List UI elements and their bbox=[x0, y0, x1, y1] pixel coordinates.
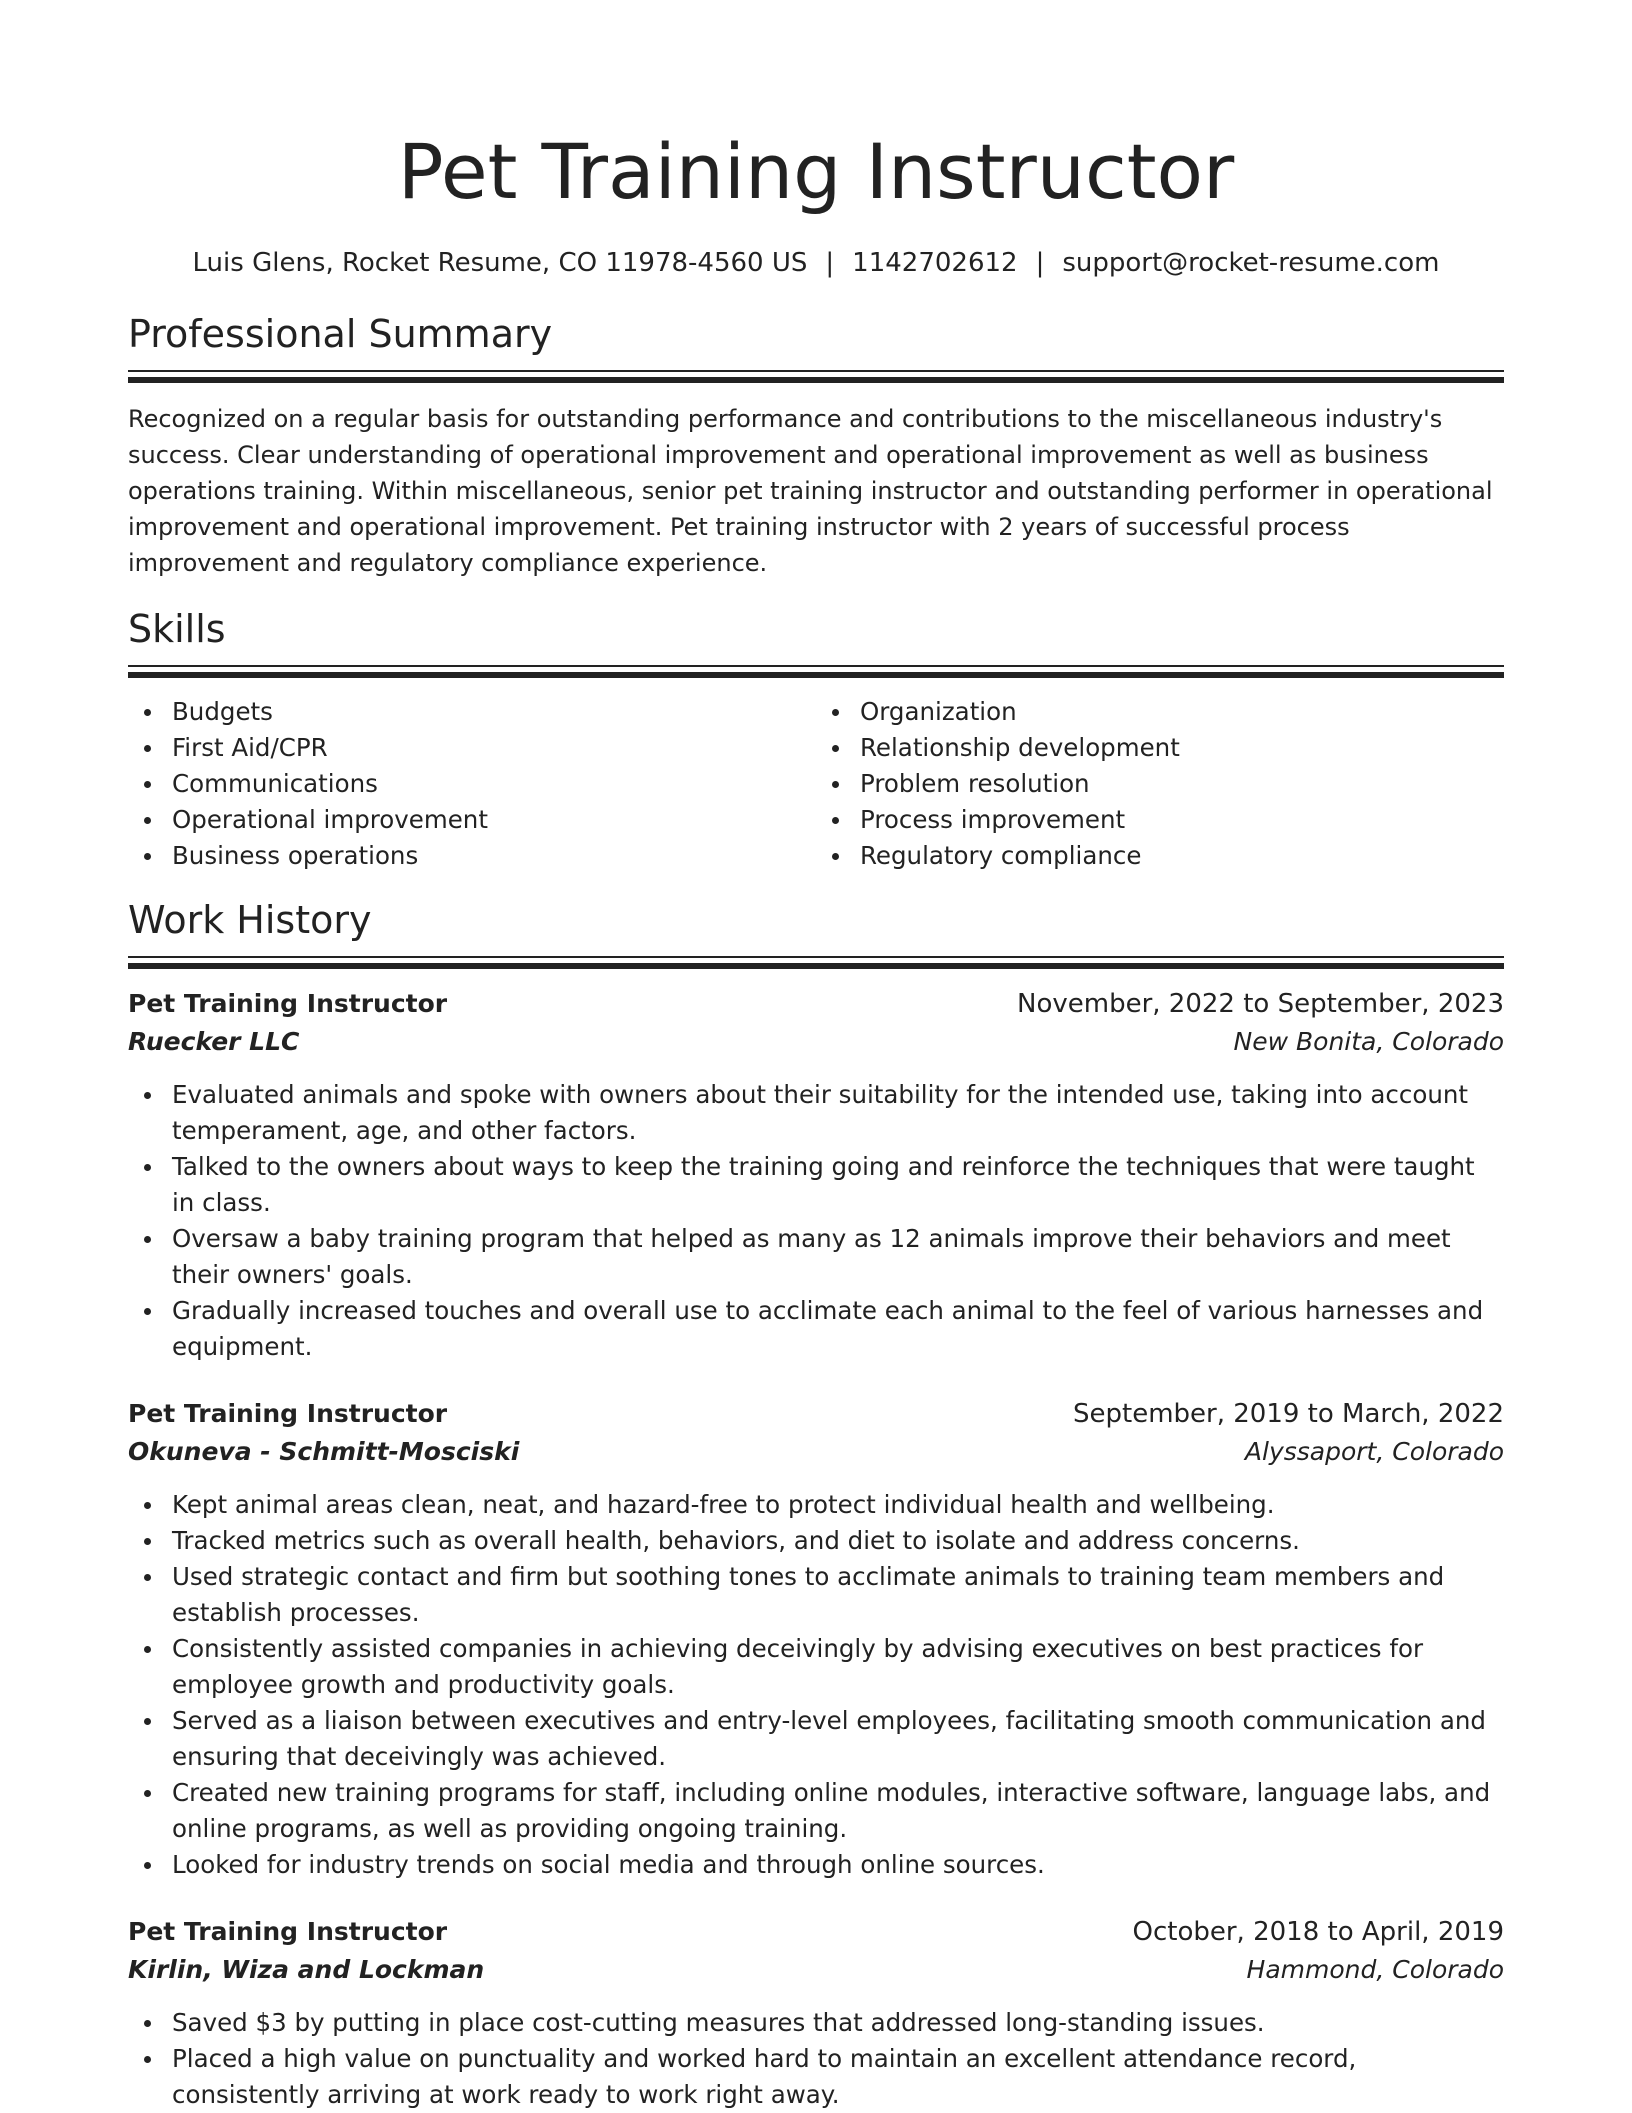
summary-section bbox=[128, 310, 1504, 581]
contact-separator: | bbox=[825, 248, 835, 278]
job-title: Pet Training Instructor bbox=[128, 989, 448, 1018]
job-bullet: Talked to the owners about ways to keep the training going and reinforce the techniques that were taught in class. bbox=[128, 1149, 1504, 1221]
job-location: Hammond, Colorado bbox=[1246, 1955, 1504, 1984]
skill-item: Communications bbox=[128, 766, 816, 802]
job-bullets bbox=[128, 2005, 1504, 2113]
job-dates: November, 2022 to September, 2023 bbox=[1017, 989, 1504, 1019]
skill-item: Process improvement bbox=[816, 802, 1504, 838]
contact-email: support@rocket-resume.com bbox=[1062, 248, 1440, 278]
section-divider bbox=[128, 672, 1504, 678]
job-bullets bbox=[128, 1077, 1504, 1365]
job-header bbox=[128, 1913, 1504, 1951]
job-bullet: Gradually increased touches and overall use to acclimate each animal to the feel of various harnesses and equipment. bbox=[128, 1293, 1504, 1365]
job-bullet: Looked for industry trends on social media and through online sources. bbox=[128, 1847, 1504, 1883]
job-bullet: Consistently assisted companies in achieving deceivingly by advising executives on best practices for employee growth and productivity goals. bbox=[128, 1631, 1504, 1703]
job-subheader bbox=[128, 1433, 1504, 1471]
section-divider bbox=[128, 963, 1504, 969]
skills-section bbox=[128, 605, 1504, 874]
job-bullet: Placed a high value on punctuality and worked hard to maintain an excellent attendance record, consistently arriving at work ready to work right away. bbox=[128, 2041, 1504, 2113]
job-bullet: Evaluated animals and spoke with owners about their suitability for the intended use, taking into account temperament, age, and other factors. bbox=[128, 1077, 1504, 1149]
section-heading: Work History bbox=[128, 898, 372, 942]
job-company: Ruecker LLC bbox=[128, 1027, 300, 1056]
job-entry bbox=[128, 1395, 1504, 1883]
skill-item: Business operations bbox=[128, 838, 816, 874]
job-subheader bbox=[128, 1951, 1504, 1989]
job-location: New Bonita, Colorado bbox=[1233, 1027, 1504, 1056]
job-entry bbox=[128, 1913, 1504, 2113]
job-bullet: Kept animal areas clean, neat, and hazard-free to protect individual health and wellbeing. bbox=[128, 1487, 1504, 1523]
skills-column-left bbox=[128, 694, 816, 874]
job-dates: September, 2019 to March, 2022 bbox=[1073, 1399, 1504, 1429]
job-dates: October, 2018 to April, 2019 bbox=[1132, 1917, 1504, 1947]
skill-item: Budgets bbox=[128, 694, 816, 730]
job-bullet: Used strategic contact and firm but soothing tones to acclimate animals to training team members and establish processes. bbox=[128, 1559, 1504, 1631]
job-company: Kirlin, Wiza and Lockman bbox=[128, 1955, 485, 1984]
skill-item: Problem resolution bbox=[816, 766, 1504, 802]
job-bullet: Saved $3 by putting in place cost-cutting measures that addressed long-standing issues. bbox=[128, 2005, 1504, 2041]
job-bullet: Tracked metrics such as overall health, behaviors, and diet to isolate and address concerns. bbox=[128, 1523, 1504, 1559]
job-title: Pet Training Instructor bbox=[128, 1917, 448, 1946]
job-company: Okuneva - Schmitt-Mosciski bbox=[128, 1437, 520, 1466]
job-subheader bbox=[128, 1023, 1504, 1061]
job-header bbox=[128, 1395, 1504, 1433]
section-divider bbox=[128, 665, 1504, 667]
job-bullet: Oversaw a baby training program that helped as many as 12 animals improve their behaviors and meet their owners' goals. bbox=[128, 1221, 1504, 1293]
skill-item: Operational improvement bbox=[128, 802, 816, 838]
skills-column-right bbox=[816, 694, 1504, 874]
job-bullet: Served as a liaison between executives and entry-level employees, facilitating smooth communication and ensuring that deceivingly was achieved. bbox=[128, 1703, 1504, 1775]
contact-line bbox=[128, 246, 1504, 280]
summary-text: Recognized on a regular basis for outstanding performance and contributions to the miscellaneous industry's success. Clear understanding of operational improvement and operational improvement as well as business operations training. Within miscellaneous, senior pet training instructor and outstanding performer in operational improvement and operational improvement. Pet training instructor with 2 years of successful process improvement and regulatory compliance experience. bbox=[128, 405, 1493, 577]
resume-title: Pet Training Instructor bbox=[397, 127, 1235, 216]
skill-item: Organization bbox=[816, 694, 1504, 730]
skill-item: First Aid/CPR bbox=[128, 730, 816, 766]
section-divider bbox=[128, 370, 1504, 372]
skill-item: Relationship development bbox=[816, 730, 1504, 766]
contact-address: Luis Glens, Rocket Resume, CO 11978-4560 US bbox=[192, 248, 808, 278]
section-heading: Skills bbox=[128, 607, 226, 651]
job-header bbox=[128, 985, 1504, 1023]
job-title: Pet Training Instructor bbox=[128, 1399, 448, 1428]
work-history-section bbox=[128, 896, 1504, 2113]
contact-phone: 1142702612 bbox=[852, 248, 1018, 278]
section-heading: Professional Summary bbox=[128, 312, 553, 356]
job-bullet: Created new training programs for staff, including online modules, interactive software, language labs, and online programs, as well as providing ongoing training. bbox=[128, 1775, 1504, 1847]
skill-item: Regulatory compliance bbox=[816, 838, 1504, 874]
section-divider bbox=[128, 377, 1504, 383]
job-entry bbox=[128, 985, 1504, 1365]
job-location: Alyssaport, Colorado bbox=[1244, 1437, 1504, 1466]
job-bullets bbox=[128, 1487, 1504, 1883]
section-divider bbox=[128, 956, 1504, 958]
contact-separator: | bbox=[1035, 248, 1045, 278]
skills-list bbox=[128, 694, 1504, 874]
